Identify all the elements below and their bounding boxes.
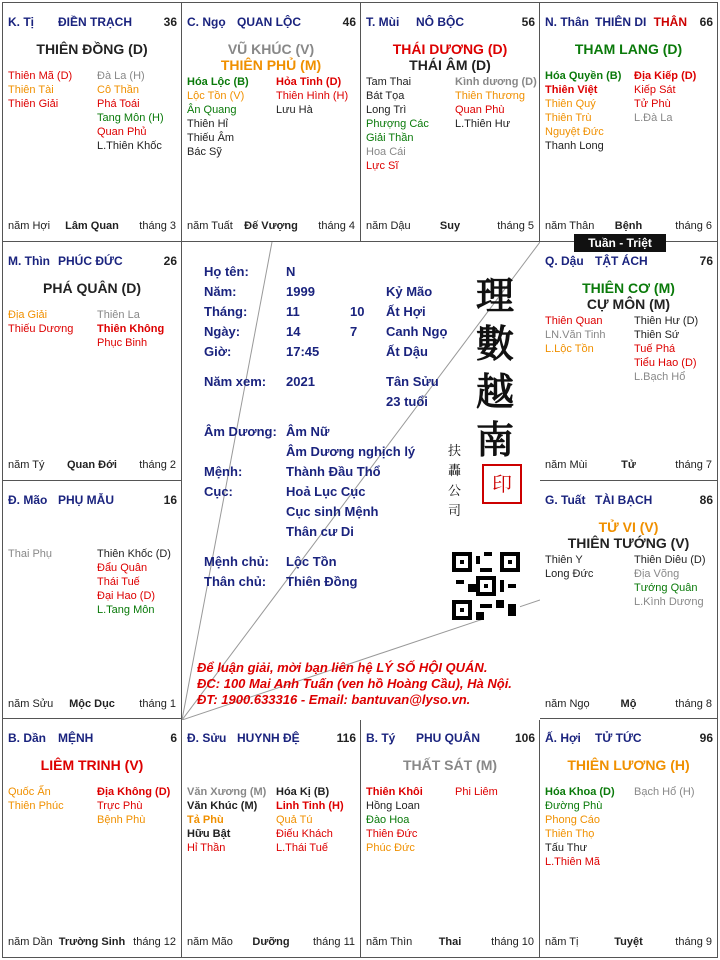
minor-star: Phi Liêm [455,786,498,798]
palace-branch: B. Dần [8,731,47,745]
palace-footer [545,698,712,711]
minor-star: Tam Thai [366,76,412,88]
minor-star: L.Bạch Hổ [634,371,686,383]
minor-star: Tiểu Hao (D) [634,357,697,369]
palace-header [545,493,713,507]
menh-label: Mệnh: [204,464,243,479]
minor-star: L.Tang Môn [97,604,155,616]
than-chu-value: Thiên Đồng [286,574,358,589]
minor-star: Thiếu Dương [8,323,74,335]
minor-star: Quả Tú [276,814,313,826]
menh-chu-value: Lộc Tồn [286,554,337,569]
palace-header [545,731,713,745]
palace-cell-dau [539,241,718,481]
minor-star: Lưu Hà [276,104,313,116]
year-can: Kỷ Mão [386,284,433,299]
minor-star: Tả Phù [187,814,224,826]
palace-cell-suu [181,718,361,958]
palace-year: năm Tuất [187,220,233,232]
stars-left [187,785,275,855]
palace-header [187,15,356,29]
palace-month: tháng 10 [491,936,534,948]
seal-stamp: 印 [482,464,522,504]
palace-age: 66 [699,15,713,29]
calligraphy-char: 越 [475,369,514,414]
palace-phase: Dưỡng [252,936,290,948]
month-label: Tháng: [204,304,248,319]
palace-cell-tuat [539,480,718,720]
palace-year: năm Hợi [8,220,51,232]
main-star: TỬ VI (V) [598,519,659,535]
palace-month: tháng 7 [675,459,712,471]
than-chu-label: Thân chủ: [204,574,267,589]
name-label: Họ tên: [204,264,249,279]
palace-year: năm Thân [545,220,595,232]
menh-value: Thành Đầu Thổ [286,464,381,479]
stars-left [8,69,96,111]
minor-star: Thiên Đức [366,828,418,840]
palace-branch: Ấ. Hợi [545,731,581,745]
minor-star: Điếu Khách [276,828,333,840]
minor-star: Tướng Quân [634,582,698,594]
palace-phase: Thai [438,936,462,948]
palace-cell-than [539,2,718,242]
main-star: THIÊN ĐỒNG (D) [36,41,148,57]
main-star: THÁI ÂM (D) [409,57,491,73]
minor-star: Giải Thần [366,132,414,144]
palace-phase: Bệnh [614,220,643,232]
palace-age: 56 [521,15,535,29]
stars-left [8,785,96,813]
palace-age: 86 [699,493,713,507]
palace-footer [545,459,712,472]
palace-year: năm Tị [545,936,579,948]
palace-house-name: NÔ BỘC [416,15,464,29]
minor-star: Thiên Thương [455,90,526,102]
palace-cell-ty [360,718,540,958]
main-star: VŨ KHÚC (V) [227,41,315,57]
minor-star: Quan Phù [455,104,505,116]
minor-star: Thiên Hư (D) [634,315,699,327]
palace-branch: Đ. Sửu [187,731,227,745]
palace-year: năm Ngọ [545,698,590,710]
palace-branch: G. Tuất [545,493,586,507]
palace-age: 6 [170,731,177,745]
palace-house-name: HUYNH ĐỆ [237,731,300,745]
minor-star: Thiên Khôi [366,786,423,798]
minor-star: Tấu Thư [545,842,588,854]
amduong-label: Âm Dương: [204,424,277,439]
hour-label: Giờ: [204,344,232,359]
minor-star: Văn Xương (M) [187,786,267,798]
minor-star: Địa Kiếp (D) [634,70,697,82]
minor-star: Thiên Sứ [634,329,680,341]
minor-star: Bác Sỹ [187,146,222,158]
palace-house-name: PHU QUÂN [416,731,481,745]
palace-phase: Suy [439,220,461,232]
palace-house-name: TÀI BẠCH [595,493,653,507]
stars-right [97,547,182,617]
month-value: 11 [286,304,300,319]
view-year-value: 2021 [286,374,315,389]
contact-line-1: Để luận giải, mời bạn liên hệ LÝ SỐ HỘI QUÁN. [197,660,488,675]
palace-house-name: PHỤ MẪU [58,493,114,507]
center-panel [182,242,540,720]
cuc-label: Cục: [204,484,233,499]
minor-star: Địa Không (D) [97,786,171,798]
calligraphy-char: 南 [475,417,514,462]
stars-right [634,69,718,125]
palace-house-name: ĐIỀN TRẠCH [58,15,132,29]
minor-star: Đà La (H) [97,70,145,82]
palace-year: năm Dậu [366,220,411,232]
minor-star: Thái Tuế [97,576,140,588]
palace-footer [8,698,176,711]
palace-footer [545,936,712,949]
main-star: CỰ MÔN (M) [586,296,671,312]
day-can: Canh Ngọ [386,324,448,339]
palace-header [366,15,535,29]
minor-star: Hỏa Tinh (D) [276,76,342,88]
palace-month: tháng 5 [497,220,534,232]
minor-star: Thiên Mã (D) [8,70,73,82]
palace-cell-thin [2,241,182,481]
minor-star: Hóa Lộc (B) [187,76,249,88]
minor-star: Linh Tinh (H) [276,800,344,812]
palace-header [545,254,713,268]
view-year-label: Năm xem: [204,374,267,389]
minor-star: Long Đức [545,568,594,580]
stars-left [8,547,96,561]
palace-house-name: MỆNH [58,731,94,745]
palace-age: 46 [342,15,356,29]
main-star: THIÊN LƯƠNG (H) [567,757,690,773]
palace-header [8,15,177,29]
minor-star: Nguyệt Đức [545,126,604,138]
palace-month: tháng 6 [675,220,712,232]
palace-month: tháng 3 [139,220,176,232]
stars-left [545,553,633,581]
contact-line-2: ĐC: 100 Mai Anh Tuấn (ven hồ Hoàng Cầu), Hà Nội. [197,676,512,691]
palace-phase: Tử [621,459,636,471]
palace-year: năm Dần [8,936,53,948]
palace-footer [366,936,534,949]
palace-phase: Lâm Quan [65,220,119,232]
palace-footer [545,220,712,233]
minor-star: Lực Sĩ [366,160,399,172]
palace-age: 76 [699,254,713,268]
minor-star: L.Thiên Khốc [97,140,162,152]
year-value: 1999 [286,284,315,299]
minor-star: Hữu Bật [187,828,231,840]
minor-star: Lộc Tồn (V) [187,90,245,102]
tuan-triet-badge: Tuần - Triệt [574,234,666,252]
minor-star: Quốc Ấn [8,786,51,798]
minor-star: Long Trì [366,104,407,116]
minor-star: Phúc Đức [366,842,415,854]
minor-star: Thiên Tài [8,84,54,96]
minor-star: Phượng Các [366,118,429,130]
year-label: Năm: [204,284,237,299]
main-star: THIÊN TƯỚNG (V) [567,535,690,551]
stars-right [276,75,361,117]
stars-right [634,785,718,799]
minor-star: Hóa Khoa (D) [545,786,615,798]
palace-branch: T. Mùi [366,15,400,29]
day-lunar: 7 [350,324,358,339]
amduong-value: Âm Nữ [286,424,330,439]
stars-left [545,314,633,356]
palace-phase: Quan Đới [67,459,117,471]
minor-star: Kiếp Sát [634,84,676,96]
stars-left [8,308,96,336]
minor-star: Hóa Kị (B) [276,786,330,798]
name-value: N [286,264,296,279]
cuc-note: Cục sinh Mệnh [286,504,379,519]
palace-header [8,493,177,507]
minor-star: Phá Toái [97,98,140,110]
minor-star: Tang Môn (H) [97,112,164,124]
palace-year: năm Mùi [545,459,588,471]
palace-cell-ti [2,2,182,242]
palace-year: năm Tý [8,459,45,471]
minor-star: Văn Khúc (M) [187,800,258,812]
minor-star: L.Lộc Tồn [545,343,594,355]
minor-star: Tuế Phá [634,343,676,355]
stars-left [545,785,633,869]
palace-month: tháng 1 [139,698,176,710]
stars-right [276,785,361,855]
palace-branch: B. Tý [366,731,396,745]
palace-tag: THÂN [653,15,687,29]
minor-star: Cô Thần [97,84,139,96]
month-lunar: 10 [350,304,365,319]
minor-star: Thiên Thọ [545,828,595,840]
palace-year: năm Sửu [8,698,54,710]
month-can: Ất Hợi [386,304,426,319]
palace-phase: Mộc Dục [69,698,115,710]
palace-age: 16 [163,493,177,507]
cuc-value: Hoả Lục Cục [286,484,366,499]
minor-star: L.Thiên Hư [455,118,511,130]
minor-star: Thanh Long [545,140,604,152]
palace-footer [8,936,176,949]
palace-month: tháng 9 [675,936,712,948]
palace-cell-mao [2,480,182,720]
stars-right [455,785,540,799]
palace-branch: N. Thân [545,15,589,29]
hour-can: Ất Dậu [386,344,428,359]
palace-cell-dan [2,718,182,958]
palace-phase: Mộ [620,698,637,710]
palace-age: 96 [699,731,713,745]
palace-cell-mui [360,2,540,242]
minor-star: Thiên Khốc (D) [97,548,171,560]
minor-star: Bát Tọa [366,90,405,102]
minor-star: Tử Phù [634,98,671,110]
view-year-can: Tân Sửu [386,374,439,389]
palace-branch: C. Ngọ [187,15,226,29]
minor-star: Phong Cáo [545,814,601,826]
minor-star: Bệnh Phù [97,814,146,826]
minor-star: Kình dương (D) [455,76,537,88]
main-star: LIÊM TRINH (V) [40,757,144,773]
palace-age: 36 [163,15,177,29]
palace-cell-ngo [181,2,361,242]
main-star: THIÊN PHỦ (M) [220,57,322,73]
minor-star: Bạch Hổ (H) [634,786,695,798]
stars-right [97,785,182,827]
minor-star: Thai Phụ [8,548,53,560]
main-star: PHÁ QUÂN (D) [43,280,141,296]
minor-star: Thiên Quý [545,98,596,110]
menh-chu-label: Mệnh chủ: [204,554,269,569]
palace-house-name: TỬ TỨC [595,731,642,745]
palace-phase: Đế Vượng [244,220,298,232]
qr-code [452,552,520,620]
minor-star: Hỉ Thần [187,842,226,854]
minor-star: Thiên Hình (H) [276,90,349,102]
palace-header [8,254,177,268]
minor-star: Thiên Không [97,323,165,335]
stars-left [366,785,454,855]
main-star: THẤT SÁT (M) [402,757,498,773]
minor-star: Hồng Loan [366,800,420,812]
palace-branch: Đ. Mão [8,493,48,507]
side-text: 扶 轟 公 司 [448,444,462,519]
stars-right [455,75,540,131]
palace-house-name: PHÚC ĐỨC [58,254,123,268]
minor-star: Thiên Quan [545,315,603,327]
amduong-note: Âm Dương nghịch lý [286,444,416,459]
palace-house-name: QUAN LỘC [237,15,301,29]
palace-footer [8,459,176,472]
minor-star: Địa Giải [8,309,48,321]
palace-age: 106 [514,731,535,745]
palace-month: tháng 12 [133,936,176,948]
palace-month: tháng 8 [675,698,712,710]
than-cu: Thân cư Di [286,524,354,539]
minor-star: Đẩu Quân [97,562,148,574]
minor-star: Thiên Việt [545,84,598,96]
palace-header [366,731,535,745]
minor-star: Đào Hoa [366,814,410,826]
minor-star: L.Đà La [634,112,673,124]
stars-right [97,69,182,153]
stars-left [366,75,454,173]
minor-star: Trực Phù [97,800,143,812]
palace-house-name: THIÊN DI [595,15,647,29]
minor-star: Thiếu Âm [187,132,235,144]
calligraphy-char: 理 [475,273,514,318]
minor-star: Đường Phù [545,800,603,812]
calligraphy [470,272,520,464]
palace-year: năm Mão [187,936,233,948]
minor-star: Thiên La [97,309,140,321]
minor-star: Thiên Trù [545,112,592,124]
minor-star: Địa Võng [634,568,680,580]
minor-star: L.Thái Tuế [276,842,328,854]
minor-star: LN.Văn Tinh [545,329,606,341]
palace-footer [8,220,176,233]
age-value: 23 tuổi [386,394,428,409]
palace-header [187,731,356,745]
palace-age: 116 [336,731,356,745]
palace-month: tháng 4 [318,220,355,232]
minor-star: Thiên Giải [8,98,59,110]
palace-branch: Q. Dậu [545,254,584,268]
palace-header [545,15,713,29]
day-value: 14 [286,324,301,339]
palace-house-name: TẬT ÁCH [595,254,648,268]
palace-month: tháng 2 [139,459,176,471]
palace-header [8,731,177,745]
main-star: THIÊN CƠ (M) [582,280,675,296]
hour-value: 17:45 [286,344,320,359]
chart-grid [2,2,718,958]
minor-star: Thiên Y [545,554,583,566]
day-label: Ngày: [204,324,241,339]
minor-star: Thiên Diêu (D) [634,554,706,566]
stars-left [187,75,275,159]
palace-footer [187,936,355,949]
stars-left [545,69,633,153]
minor-star: Ân Quang [187,104,237,116]
stars-right [97,308,182,350]
stars-right [634,314,718,384]
palace-footer [366,220,534,233]
minor-star: Đại Hao (D) [97,590,156,602]
minor-star: Thiên Hỉ [187,118,228,130]
minor-star: L.Thiên Mã [545,856,601,868]
minor-star: Hóa Quyền (B) [545,70,622,82]
main-star: THAM LANG (D) [574,41,683,57]
palace-phase: Trường Sinh [58,936,126,948]
palace-age: 26 [163,254,177,268]
palace-branch: M. Thìn [8,254,50,268]
palace-branch: K. Tị [8,15,34,29]
palace-phase: Tuyệt [614,936,643,948]
stars-right [634,553,718,609]
palace-cell-hoi [539,718,718,958]
minor-star: Hoa Cái [366,146,406,158]
palace-month: tháng 11 [312,936,355,948]
minor-star: Thiên Phúc [8,800,64,812]
minor-star: L.Kình Dương [634,596,704,608]
minor-star: Quan Phủ [97,126,147,138]
palace-year: năm Thìn [366,936,413,948]
calligraphy-char: 數 [475,321,514,366]
minor-star: Phục Binh [97,337,148,349]
contact-line-3: ĐT: 1900.633316 - Email: bantuvan@lyso.vn. [197,692,471,707]
main-star: THÁI DƯƠNG (D) [392,41,508,57]
palace-footer [187,220,355,233]
